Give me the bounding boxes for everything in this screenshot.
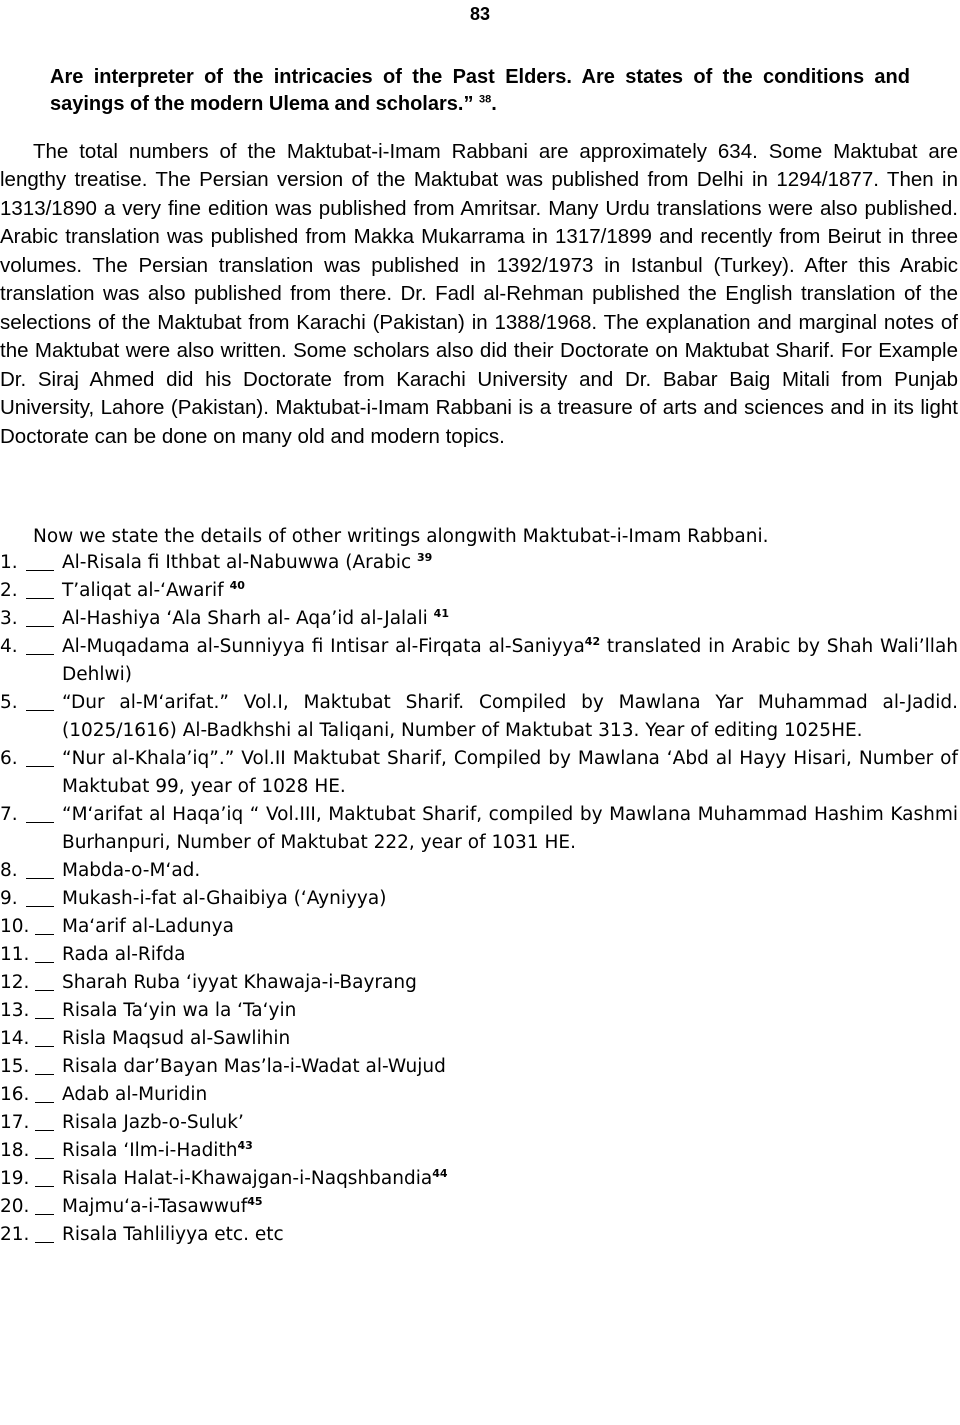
list-item-title: Risala Ta‘yin wa la ‘Ta‘yin: [62, 1000, 297, 1021]
blank-underline: [35, 1185, 54, 1187]
list-item-text: [62, 885, 958, 913]
list-item: [0, 801, 958, 857]
blank-underline: [35, 1213, 54, 1215]
list-item-title: “M‘arifat al Haqa’iq “ Vol.III, Maktubat Sharif, compiled by Mawlana Muhammad Hashim Kashmi Burhanpuri, Number of Maktubat 222, year of 1031 HE.: [62, 804, 958, 853]
list-item-number: 18.: [0, 1140, 30, 1161]
list-item: [0, 1109, 958, 1137]
list-item-number: 2.: [0, 580, 18, 601]
list-item-number: 19.: [0, 1168, 30, 1189]
list-item: [0, 1137, 958, 1165]
writings-intro: Now we state the details of other writings alongwith Maktubat-i-Imam Rabbani.: [33, 525, 769, 547]
list-item-number: 21.: [0, 1224, 30, 1245]
blank-underline: [26, 569, 54, 571]
blank-underline: [26, 821, 54, 823]
list-item-number: 6.: [0, 748, 18, 769]
list-item-title: Risala dar’Bayan Mas’la-i-Wadat al-Wujud: [62, 1056, 446, 1077]
list-item-number: 11.: [0, 944, 30, 965]
blank-underline: [35, 1073, 54, 1075]
list-item-text: [62, 997, 958, 1025]
list-item-number: 15.: [0, 1056, 30, 1077]
list-item: [0, 605, 958, 633]
list-item: [0, 1053, 958, 1081]
blank-underline: [26, 905, 54, 907]
list-item-text: [62, 1221, 958, 1249]
list-item-title: Al-Hashiya ‘Ala Sharh al- Aqa’id al-Jalali: [62, 608, 434, 629]
footnote-ref: 43: [237, 1138, 253, 1152]
list-item-number: 17.: [0, 1112, 30, 1133]
list-item: [0, 913, 958, 941]
list-item: [0, 577, 958, 605]
list-item-continuation: translated in Arabic by Shah Wali’llah Dehlwi): [62, 636, 959, 685]
list-item-title: Risala Jazb-o-Suluk’: [62, 1112, 244, 1133]
list-item-number: 12.: [0, 972, 30, 993]
list-item-title: “Nur al-Khala’iq”.” Vol.II Maktubat Sharif, Compiled by Mawlana ‘Abd al Hayy Hisari, Number of Maktubat 99, year of 1028 HE.: [62, 748, 958, 797]
list-item-number: 8.: [0, 860, 18, 881]
body-paragraph: The total numbers of the Maktubat-i-Imam Rabbani are approximately 634. Some Maktubat are lengthy treatise. The Persian version of the Maktubat was published from Delhi in 1294/1877. Then in 1313/1890 a very fine edition was published from Amritsar. Many Urdu translations were also published. Arabic translation was published from Makka Mukarrama in 1317/1899 and recently from Beirut in three volumes. The Persian translation was published in 1392/1973 in Istanbul (Turkey). After this Arabic translation was also published from there. Dr. Fadl al-Rehman published the English translation of the selections of the Maktubat from Karachi (Pakistan) in 1388/1968. The explanation and marginal notes of the Maktubat were also written. Some scholars also did their Doctorate on Maktubat Sharif. For Example Dr. Siraj Ahmed did his Doctorate from Karachi University and Dr. Babar Baig Mitali from Punjab University, Lahore (Pakistan). Maktubat-i-Imam Rabbani is a treasure of arts and sciences and in its light Doctorate can be done on many old and modern topics.: [0, 139, 958, 448]
list-item: [0, 549, 958, 577]
list-item: [0, 857, 958, 885]
list-item-title: Ma‘arif al-Ladunya: [62, 916, 234, 937]
list-item-number: 14.: [0, 1028, 30, 1049]
quote-end: .: [491, 93, 497, 115]
list-item-title: Mabda-o-M‘ad.: [62, 860, 201, 881]
footnote-ref: 39: [417, 550, 433, 564]
list-item-title: Risala Halat-i-Khawajgan-i-Naqshbandia: [62, 1168, 433, 1189]
blank-underline: [26, 653, 54, 655]
blank-underline: [26, 765, 54, 767]
list-item-number: 10.: [0, 916, 30, 937]
quote-text: Are interpreter of the intricacies of the Past Elders. Are states of the conditions and sayings of the modern Ulema and scholars.”: [50, 66, 910, 115]
page-number: 83: [469, 4, 491, 24]
list-item-title: T’aliqat al-‘Awarif: [62, 580, 230, 601]
list-item-number: 7.: [0, 804, 18, 825]
list-item-text: [62, 1109, 958, 1137]
footnote-ref: 41: [433, 606, 449, 620]
list-item-number: 4.: [0, 636, 18, 657]
list-item-text: [62, 801, 958, 857]
list-item-title: Risala Tahliliyya etc. etc: [62, 1224, 284, 1245]
blank-underline: [35, 961, 54, 963]
blank-underline: [26, 625, 54, 627]
list-item-text: [62, 745, 958, 801]
blank-underline: [35, 1045, 54, 1047]
list-item-text: [62, 549, 958, 577]
writings-list: [0, 549, 958, 1249]
list-item: [0, 689, 958, 745]
blank-underline: [35, 1241, 54, 1243]
list-item: [0, 1193, 958, 1221]
list-item-text: [62, 1053, 958, 1081]
list-item-title: Adab al-Muridin: [62, 1084, 208, 1105]
list-item-text: [62, 1081, 958, 1109]
blank-underline: [35, 933, 54, 935]
list-item: [0, 997, 958, 1025]
list-item-text: [62, 941, 958, 969]
list-item-text: [62, 913, 958, 941]
list-item-text: [62, 1165, 958, 1193]
blank-underline: [26, 877, 54, 879]
list-item: [0, 1081, 958, 1109]
list-item-number: 16.: [0, 1084, 30, 1105]
list-item: [0, 885, 958, 913]
blank-underline: [35, 1157, 54, 1159]
footnote-ref: 44: [432, 1166, 448, 1180]
list-item: [0, 969, 958, 997]
list-item-number: 1.: [0, 552, 18, 573]
list-item-number: 5.: [0, 692, 18, 713]
list-item-text: [62, 689, 958, 745]
list-item-title: Risla Maqsud al-Sawlihin: [62, 1028, 291, 1049]
blank-underline: [35, 1101, 54, 1103]
list-item: [0, 745, 958, 801]
list-item-text: [62, 1193, 958, 1221]
list-item-number: 3.: [0, 608, 18, 629]
list-item-title: Mukash-i-fat al-Ghaibiya (‘Ayniyya): [62, 888, 387, 909]
list-item-title: Sharah Ruba ‘iyyat Khawaja-i-Bayrang: [62, 972, 417, 993]
list-item-text: [62, 605, 958, 633]
list-item-text: [62, 857, 958, 885]
footnote-ref: 42: [584, 634, 601, 648]
list-item-title: Majmu‘a-i-Tasawwuf: [62, 1196, 248, 1217]
footnote-ref: 45: [247, 1194, 263, 1208]
quote-paragraph: [50, 64, 910, 118]
list-item: [0, 1025, 958, 1053]
blank-underline: [26, 709, 54, 711]
list-item-text: [62, 577, 958, 605]
footnote-ref: 40: [229, 578, 245, 592]
blank-underline: [35, 1129, 54, 1131]
blank-underline: [35, 1017, 54, 1019]
list-item-text: [62, 1137, 958, 1165]
list-item-title: Al-Muqadama al-Sunniyya fi Intisar al-Firqata al-Saniyya: [62, 636, 585, 657]
list-item-title: “Dur al-M‘arifat.” Vol.I, Maktubat Sharif. Compiled by Mawlana Yar Muhammad al-Jadid.(1025/1616) Al-Badkhshi al Taliqani, Number of Maktubat 313. Year of editing 1025HE.: [62, 692, 958, 741]
blank-underline: [35, 989, 54, 991]
list-item-text: [62, 633, 958, 689]
list-item-number: 20.: [0, 1196, 30, 1217]
list-item: [0, 1221, 958, 1249]
list-item-text: [62, 1025, 958, 1053]
blank-underline: [26, 597, 54, 599]
list-item-title: Al-Risala fi Ithbat al-Nabuwwa (Arabic: [62, 552, 418, 573]
list-item-text: [62, 969, 958, 997]
list-item: [0, 941, 958, 969]
list-item-title: Rada al-Rifda: [62, 944, 186, 965]
list-item-number: 13.: [0, 1000, 30, 1021]
list-item-number: 9.: [0, 888, 18, 909]
list-item: [0, 633, 958, 689]
list-item-title: Risala ‘Ilm-i-Hadith: [62, 1140, 238, 1161]
footnote-ref: 38: [479, 93, 492, 106]
list-item: [0, 1165, 958, 1193]
